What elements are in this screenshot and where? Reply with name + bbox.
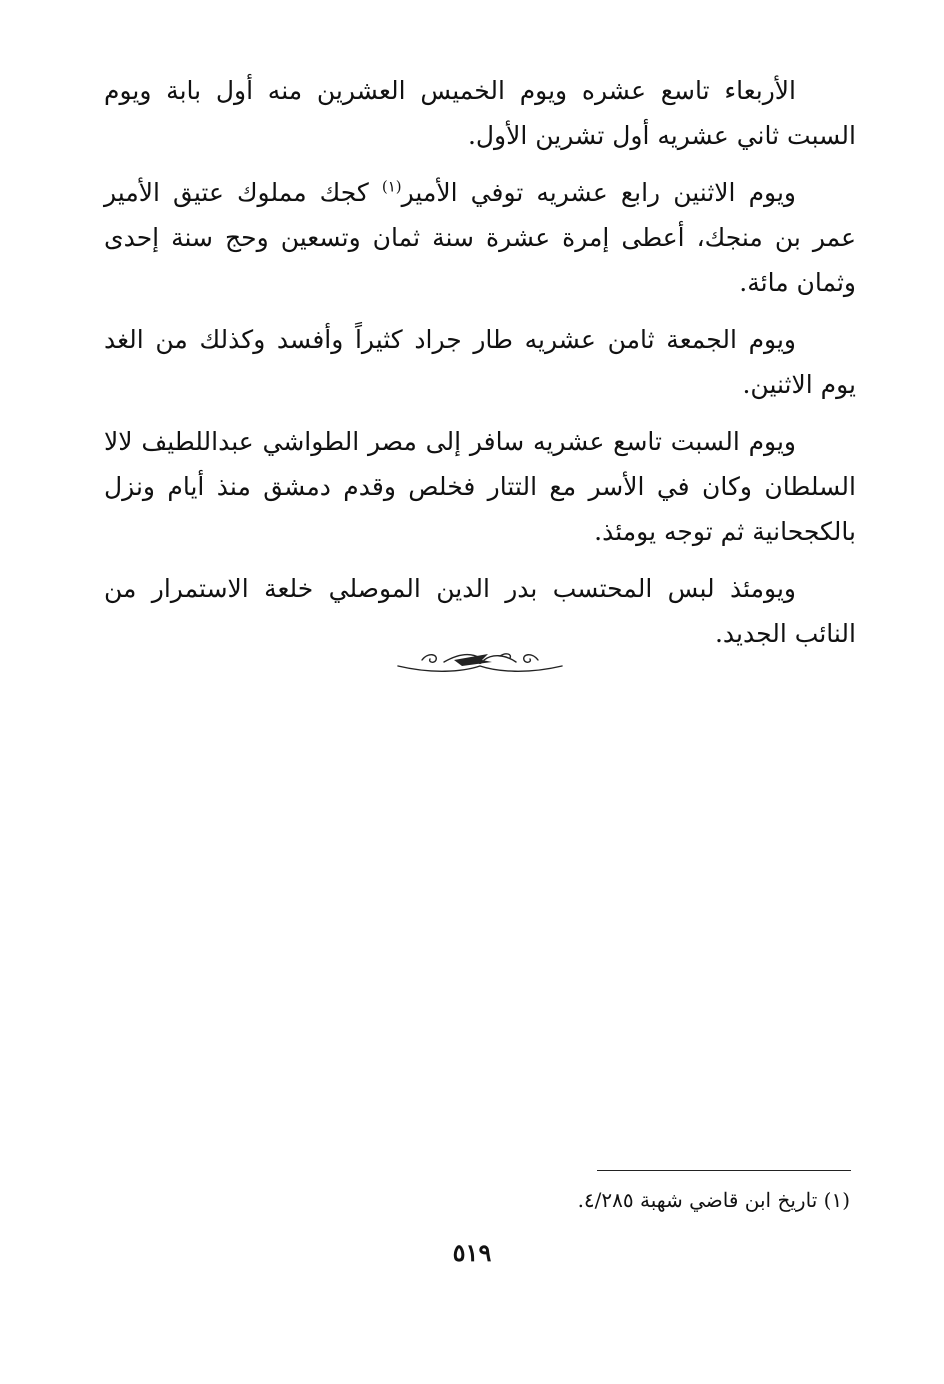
main-text [104, 68, 856, 668]
paragraph-2 [104, 170, 856, 305]
paragraph-4: ويوم السبت تاسع عشريه سافر إلى مصر الطواشي عبداللطيف لالا السلطان وكان في الأسر مع التتار فخلص وقدم دمشق منذ أيام ونزل بالكجحانية ثم توجه يومئذ. [104, 427, 856, 546]
paragraph-3: ويوم الجمعة ثامن عشريه طار جراد كثيراً وأفسد وكذلك من الغد يوم الاثنين. [104, 325, 856, 399]
footnote-marker: (١) [823, 1188, 850, 1212]
footnote-text: تاريخ ابن قاضي شهبة ٤/٢٨٥. [577, 1188, 824, 1212]
footnote [400, 1182, 850, 1218]
footnote-divider [597, 1170, 851, 1171]
paragraph-1: الأربعاء تاسع عشره ويوم الخميس العشرين منه أول بابة ويوم السبت ثاني عشريه أول تشرين الأول. [104, 76, 856, 150]
paragraph-2-start: ويوم الاثنين رابع عشريه توفي الأمير [401, 178, 796, 207]
page-number: ٥١٩ [452, 1238, 492, 1267]
footnote-reference: (١) [381, 177, 402, 196]
paragraph-2-end: كجك مملوك عتيق الأمير عمر بن منجك، أعطى إمرة عشرة سنة ثمان وتسعين وحج سنة إحدى وثمان مائة. [104, 178, 856, 297]
section-divider-ornament-icon [392, 642, 568, 682]
paragraph-5: ويومئذ لبس المحتسب بدر الدين الموصلي خلعة الاستمرار من النائب الجديد. [104, 574, 856, 648]
